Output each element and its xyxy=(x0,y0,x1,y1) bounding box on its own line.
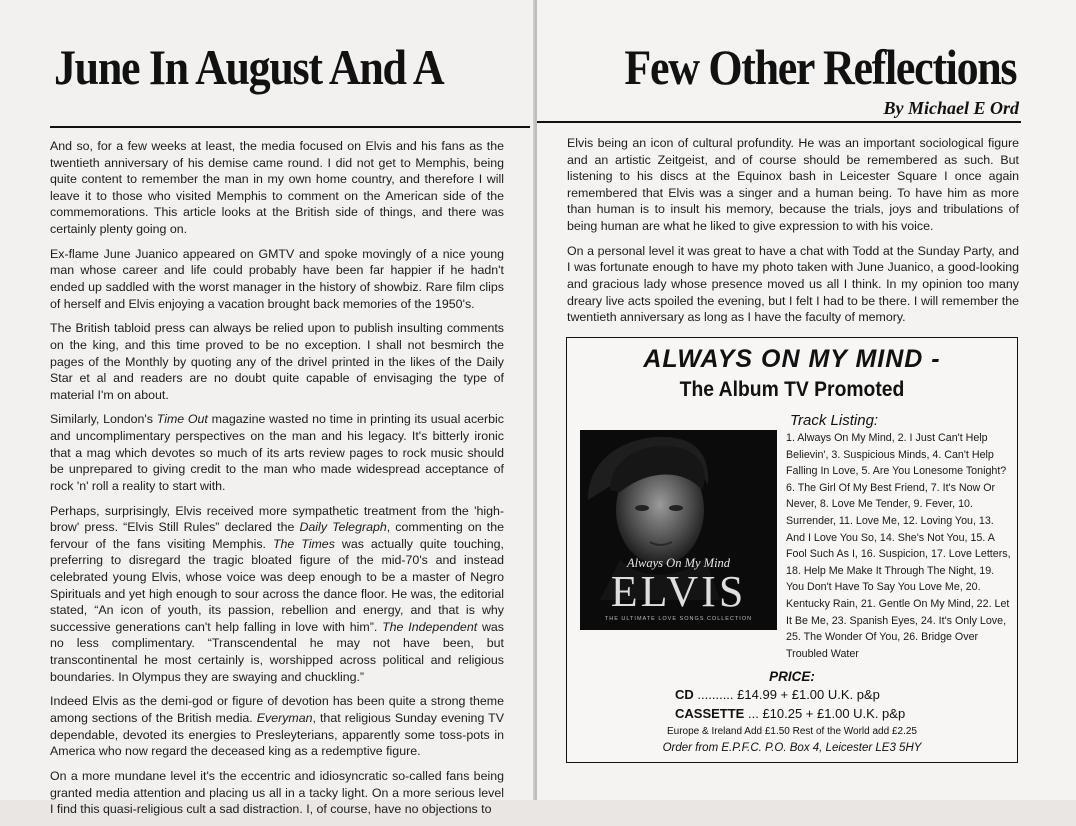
author-byline: By Michael E Ord xyxy=(883,98,1019,118)
article-column-right xyxy=(567,135,1019,334)
cassette-label: CASSETTE xyxy=(675,706,745,721)
advert-title: ALWAYS ON MY MIND - xyxy=(643,345,941,373)
paragraph-text: Ex-flame June Juanico appeared on GMTV and spoke movingly of a nice young man whose career and life could probably have been far happier if he hadn't ended up saddled with the worst manager in the history of showbiz. Rare film clips of herself and Elvis enjoying a vacation brought back memories of the 1950's. xyxy=(50,246,504,311)
price-heading: PRICE: xyxy=(769,669,815,684)
article-paragraph xyxy=(567,135,1019,235)
left-page xyxy=(0,0,535,817)
advert-subtitle: The Album TV Promoted xyxy=(679,378,905,401)
paragraph-text: The British tabloid press can always be relied upon to publish insulting comments on the king, and this time proved to be no exception. I shall not besmirch the pages of the Monthly by quoting any of the drivel printed in the likes of the Daily Star et al and readers are no doubt quite capable of envisaging the type of material I'm on about. xyxy=(50,321,504,402)
article-paragraph xyxy=(50,320,504,403)
cd-dots: .......... xyxy=(697,687,734,702)
album-advert xyxy=(566,337,1018,763)
cover-script-title: Always On My Mind xyxy=(626,556,731,570)
cover-tagline: THE ULTIMATE LOVE SONGS COLLECTION xyxy=(604,616,753,622)
paragraph-text: And so, for a few weeks at least, the media focused on Elvis and his fans as the twentieth anniversary of his demise came round. I did not get to Memphis, being quite content to remember the man in my own home country, and therefore I will leave it to those who visited Memphis to comment on the American side of the commemorations. This article looks at the British side of things, and there was certainly plenty going on. xyxy=(50,139,504,236)
paragraph-text: Elvis being an icon of cultural profundity. He was an important sociological figure and an artistic Zeitgeist, and of course should be remembered as such. But listening to his discs at the Equinox bash in Leicester Square I once again remembered that Elvis was a singer and a human being. To have him as more than human is to insult his memory, because the trials, joys and tribulations of being human are what he liked to give expression to with his voice. xyxy=(567,136,1019,233)
headline-left: June In August And A xyxy=(54,39,444,95)
paragraph-text: magazine wasted no time in printing its usual acerbic and uncomplimentary perspectives on the man and his legacy. It's bitterly ironic that a mag which devotes so much of its arts review pages to rock music should be unprepared to giving credit to the man who made widespread acceptance of rock 'n' roll a reality to start with. xyxy=(50,412,505,493)
cd-label: CD xyxy=(675,687,694,702)
price-cd xyxy=(675,687,880,702)
track-listing: 1. Always On My Mind, 2. I Just Can't Help Believin', 3. Suspicious Minds, 4. Can't Help Falling In Love, 5. Are You Lonesome Tonight? 6. The Girl Of My Best Friend, 7. It's Now Or Never, 8. Love Me Tender, 9. Fever, 10. Surrender, 11. Love Me, 12. Loving You, 13. And I Love You So, 14. She's Not You, 15. A Fool Such As I, 16. Suspicion, 17. Love Letters, 18. Help Me Make It Through The Night, 19. You Don't Have To Say You Love Me, 20. Kentucky Rain, 21. Gentle On My Mind, 22. Let It Be Me, 23. Spanish Eyes, 24. It's Only Love, 25. The Wonder Of You, 26. Bridge Over Troubled Water xyxy=(786,432,1011,660)
paragraph-text: Perhaps, surprisingly, Elvis received more sympathetic treatment from the 'high-brow' press. “Elvis Still Rules” declared the xyxy=(50,503,504,535)
paragraph-text: was actually quite touching, preferring to disregard the tragic bloated figure of the mid-70's and instead celebrated young Elvis, whose voice was deep enough to be a master of Negro Spirituals and yet high enough to sour across the dance floor. He was, the editorial stated, “An icon of youth, its passion, rebellion and energy, and that is why successive generations can't help falling in love with him”. xyxy=(50,536,504,634)
headline-right: Few Other Reflections xyxy=(624,39,1016,95)
postage-rates: Europe & Ireland Add £1.50 Rest of the World add £2.25 xyxy=(667,726,917,737)
order-address: Order from E.P.F.C. P.O. Box 4, Leicester LE3 5HY xyxy=(662,742,922,754)
headline-rule-left xyxy=(50,126,530,128)
paragraph-text: , that religious Sunday evening TV dependable, devoted its energies to Presleyterians, apparently some toss-pots in America who now regard the deceased king as a redemptive figure. xyxy=(50,710,504,759)
cassette-dots: ... xyxy=(747,706,759,721)
publication-name: The Times xyxy=(272,536,335,551)
publication-name: Daily Telegraph xyxy=(299,520,387,535)
publication-name: The Independent xyxy=(382,619,478,634)
article-paragraph xyxy=(50,503,504,686)
cd-price: £14.99 + £1.00 U.K. p&p xyxy=(737,687,880,702)
article-paragraph xyxy=(50,138,504,238)
publication-name: Time Out xyxy=(156,412,208,427)
article-column-left xyxy=(50,138,504,826)
paragraph-text: was no less complimentary. “Transcendental he may not have been, but transcontinental he most certainly is, worshipped across political and religious boundaries. In Olympus they are swaying and chuckling.” xyxy=(50,619,504,684)
paragraph-text: On a more mundane level it's the eccentric and idiosyncratic so-called fans being granted media attention and placing us all in a tacky light. On a more serious level I find this quasi-religious cult a sad distraction. I, of course, have no objections to xyxy=(50,768,504,817)
article-paragraph xyxy=(50,411,504,494)
paragraph-text: Indeed Elvis as the demi-god or figure of devotion has been quite a strong theme among sections of the British media. xyxy=(50,694,504,725)
cover-artist-name: ELVIS xyxy=(610,567,747,616)
article-paragraph xyxy=(50,246,504,312)
price-cassette xyxy=(675,706,905,721)
headline-rule-right xyxy=(537,121,1021,123)
album-cover xyxy=(580,430,777,630)
publication-name: Everyman xyxy=(256,710,313,725)
article-paragraph xyxy=(567,243,1019,326)
article-paragraph xyxy=(50,768,504,818)
paragraph-text: Similarly, London's xyxy=(50,412,157,427)
cassette-price: £10.25 + £1.00 U.K. p&p xyxy=(762,706,906,721)
paragraph-text: On a personal level it was great to have a chat with Todd at the Sunday Party, and I was fortunate enough to have my photo taken with June Juanico, a good-looking and gracious lady whose presence moved us all I think. In my opinion too many dreary live acts spoiled the evening, but I felt I had to be there. I will remember the twentieth anniversary as long as I have the faculty of memory. xyxy=(567,243,1019,325)
article-paragraph xyxy=(50,693,504,759)
track-listing-heading: Track Listing: xyxy=(790,412,879,429)
paragraph-text: , commenting on the fervour of the fans visiting Memphis. xyxy=(50,520,504,551)
